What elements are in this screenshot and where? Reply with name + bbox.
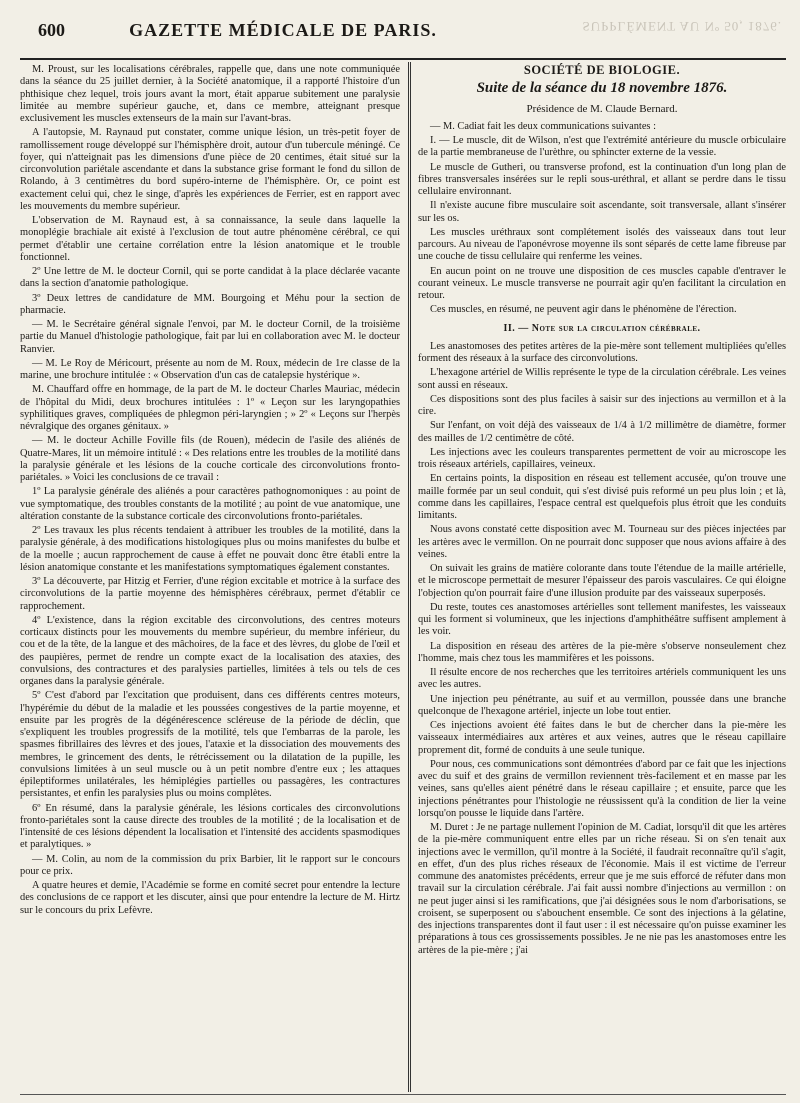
paragraph: Les muscles uréthraux sont complétement isolés des vaisseaux dans tout leur parcours. Au niveau de l'aponévrose moyenne ils sont séparés de cette lame fibreuse par une couche de tissu cellulaire qui renferme les veines. <box>418 226 786 263</box>
page-header <box>20 18 786 48</box>
bleed-through-text: SUPPLÉMENT AU Nº 50, 1876. <box>582 19 782 34</box>
paragraph: Ces muscles, en résumé, ne peuvent agir dans le phénomène de l'érection. <box>430 304 737 316</box>
paragraph: A l'autopsie, M. Raynaud put constater, comme unique lésion, un très-petit foyer de ramollissement rouge développé sur l'hémisphère droit, autour d'un tubercule méningé. Ce foyer, qui n'atteignait pas les dimensions d'une pièce de 20 centimes, était situé sur la circonvolution pariétale ascendante et dans la substance grise formant le fond du sillon de Rolando, à 3 centimètres du bord supéro-interne de l'hémisphère. Or, ce point est exactement celui qui, chez le singe, d'après les expériences de Ferrier, est en rapport avec les mouvements du membre supérieur. <box>20 127 400 212</box>
paragraph: En certains points, la disposition en réseau est tellement accusée, qu'on trouve une maille formée par un seul conduit, qui s'est divisé puis reformé un peu plus loin ; et là, comme dans les capillaires, l'espace central est quelquefois plus étroit que les conduits limitants. <box>418 473 786 521</box>
paragraph: 3º La découverte, par Hitzig et Ferrier, d'une région excitable et motrice à la surface des circonvolutions de la partie moyenne des hémisphères cérébraux, permet d'établir ce rapprochement. <box>20 576 400 612</box>
page-number: 600 <box>38 20 65 40</box>
society-heading: SOCIÉTÉ DE BIOLOGIE. <box>523 63 681 77</box>
journal-title: GAZETTE MÉDICALE DE PARIS. <box>129 20 437 40</box>
paragraph: 4º L'existence, dans la région excitable des circonvolutions, des centres moteurs corticaux distincts pour les mouvements du membre supérieur, du membre inférieur, du cou et de la tête, de la langue et des mâchoires, de la face et des lèvres, du globe de l'œil et des paupières, permet de rendre un compte exact de la localisation des ataxies, des convulsions, des contractures et des paralysies partielles, limitées à tels ou tels de ces organes dans la paralysie générale. <box>20 614 400 687</box>
paragraph: Ces injections avoient été faites dans le but de chercher dans la pie-mère les vaisseaux intermédiaires aux artères et aux veines, autres que le réseau capillaire proprement dit, formé de conduits à une seule tunique. <box>418 720 786 756</box>
footer-rule <box>20 1094 786 1095</box>
paragraph: — M. Colin, au nom de la commission du prix Barbier, lit le rapport sur le concours pour ce prix. <box>20 853 400 877</box>
paragraph: 5º C'est d'abord par l'excitation que produisent, dans ces différents centres moteurs, l'hypérémie du début de la maladie et les poussées congestives de la partie moyenne, et ensuite par les progrès de la dégénérescence scléreuse de la période de déclin, que s'expliquent les troubles progressifs de la motilité, tels que l'embarras de la parole, les spasmes fibrillaires des lèvres et des joues, l'ataxie et la dissociation des mouvements des membres, le grincement des dents, le rétrécissement ou la dilatation de la pupille, les convulsions limitées à un seul muscle ou à un petit nombre d'entre eux ; les attaques épileptiformes unilatérales, les hémiplégies partielles ou passagères, les contractures persistantes, et enfin les paralysies plus ou moins complètes. <box>20 690 400 800</box>
paragraph: En aucun point on ne trouve une disposition de ces muscles capable d'entraver le courant veineux. Le muscle transverse ne pourrait agir qu'en facilitant la circulation en retour. <box>418 265 786 301</box>
paragraph: Sur l'enfant, on voit déjà des vaisseaux de 1/4 à 1/2 millimètre de diamètre, former des mailles de 1/2 centimètre de côté. <box>418 420 786 444</box>
paragraph: — M. le docteur Achille Foville fils (de Rouen), médecin de l'asile des aliénés de Quatre-Mares, lit un mémoire intitulé : « Des relations entre les troubles de la motilité dans la paralysie générale et les lésions de la couche corticale des circonvolutions fronto-pariétales. » Voici les conclusions de ce travail : <box>20 435 400 483</box>
paragraph: L'hexagone artériel de Willis représente le type de la circulation cérébrale. Les veines sont aussi en réseaux. <box>418 367 786 391</box>
column-divider <box>408 62 411 1092</box>
presidency-line: Présidence de M. Claude Bernard. <box>526 102 678 115</box>
paragraph: Les anastomoses des petites artères de la pie-mère sont tellement multipliées qu'elles forment des réseaux à la surface des circonvolutions. <box>418 340 786 364</box>
paragraph: Le muscle de Gutheri, ou transverse profond, est la continuation d'un long plan de fibres transversales insérées sur le repli sous-uréthral, et allant se perdre dans le tissu cellulaire environnant. <box>418 161 786 197</box>
right-column <box>418 64 786 959</box>
paragraph: — M. Cadiat fait les deux communications suivantes : <box>430 120 656 132</box>
paragraph: — M. Le Roy de Méricourt, présente au nom de M. Roux, médecin de 1re classe de la marine, une brochure intitulée : « Observation d'un cas de catalepsie hystérique ». <box>20 357 400 381</box>
paragraph: L'observation de M. Raynaud est, à sa connaissance, la seule dans laquelle la monoplégie brachiale ait existé à l'exclusion de tout autre phénomène cérébral, ce qui permet d'établir une certaine corrélation entre la lésion anatomique et le trouble fonctionnel. <box>20 215 400 263</box>
paragraph: I. — Le muscle, dit de Wilson, n'est que l'extrémité antérieure du muscle orbiculaire de la partie membraneuse de l'urèthre, ou sphincter externe de la vessie. <box>418 135 786 159</box>
right-paragraphs-b <box>418 341 786 957</box>
paragraph: M. Chauffard offre en hommage, de la part de M. le docteur Charles Mauriac, médecin de l'hôpital du Midi, deux brochures intitulées : 1º « Leçon sur les laryngopathies syphilitiques graves, compliquées de phlegmon péri-laryngien ; » 2º « Leçons sur l'herpès névralgique des organes génitaux. » <box>20 384 400 432</box>
paragraph: Il n'existe aucune fibre musculaire soit ascendante, soit transversale, allant s'insérer sur les os. <box>418 200 786 224</box>
paragraph: 2º Les travaux les plus récents tendaient à attribuer les troubles de la motilité, dans la paralysie générale, à des modifications histologiques plus ou moins manifestes du bulbe et de la moelle ; aucun rapprochement de cause à effet ne pouvait donc être établi entre la lésion anatomique constante et les manifestations symptomatiques également constantes. <box>20 525 400 573</box>
paragraph: Les injections avec les couleurs transparentes permettent de voir au microscope les trois réseaux artériels, capillaires, veineux. <box>418 446 786 470</box>
paragraph: — M. le Secrétaire général signale l'envoi, par M. le docteur Cornil, de la troisième partie du Manuel d'histologie pathologique, fait par lui en collaboration avec M. le docteur Ranvier. <box>20 319 400 355</box>
paragraph: Du reste, toutes ces anastomoses artérielles sont tellement manifestes, les vaisseaux qui les forment si volumineux, que les injections d'amphithéâtre suffisent amplement à les voir. <box>418 601 786 638</box>
paragraph: A quatre heures et demie, l'Académie se forme en comité secret pour entendre la lecture des conclusions de ce rapport et les discuter, ainsi que pour entendre la lecture de M. Hirtz sur le concours du prix Lefèvre. <box>20 880 400 916</box>
paragraph: 1º La paralysie générale des aliénés a pour caractères pathognomoniques : au point de vue symptomatique, des troubles constants de la motilité ; au point de vue anatomique, une altération constante de la substance corticale des circonvolutions fronto-pariétales. <box>20 486 400 522</box>
paragraph: Ces dispositions sont des plus faciles à saisir sur des injections au vermillon et à la cire. <box>418 393 786 417</box>
paragraph: 2º Une lettre de M. le docteur Cornil, qui se porte candidat à la place déclarée vacante dans la section d'anatomie pathologique. <box>20 266 400 290</box>
paragraph: Une injection peu pénétrante, au suif et au vermillon, poussée dans une branche quelconque de l'hexagone artériel, injecte un lobe tout entier. <box>418 693 786 717</box>
paragraph: Pour nous, ces communications sont démontrées d'abord par ce fait que les injections avec du suif et des grains de vermillon reviennent très-facilement et en masse par les veines, sans qu'elles aient pénétré dans le réseau capillaire ; et ensuite, parce que les injections pénétrantes pour l'histologie ne réussissent qu'à la condition de lier la veine lorsqu'on pousse le liquide dans l'artère. <box>418 758 786 819</box>
paragraph: La disposition en réseau des artères de la pie-mère s'observe nonseulement chez l'homme, mais chez tous les mammifères et les poissons. <box>418 640 786 664</box>
paragraph: On suivait les grains de matière colorante dans toute l'étendue de la maille artérielle, et le microscope permettait de mesurer l'épaisseur des parois vasculaires. Ce qui éloigne l'objection qu'on pourrait faire d'une illusion produite par des vaisseaux superposés. <box>418 563 786 599</box>
header-rule <box>20 58 786 60</box>
left-column <box>20 64 400 919</box>
paragraph: 3º Deux lettres de candidature de MM. Bourgoing et Méhu pour la section de pharmacie. <box>20 292 400 316</box>
paragraph: Nous avons constaté cette disposition avec M. Tourneau sur des pièces injectées par les artères avec le vermillon. On ne pourrait donc supposer que nous avions affaire à des veines. <box>418 524 786 560</box>
paragraph: M. Duret : Je ne partage nullement l'opinion de M. Cadiat, lorsqu'il dit que les artères de la pie-mère communiquent entre elles par un riche réseau. Si on s'en tenait aux injections avec le vermillon, qu'il montre à la Société, il faudrait reconnaître qu'il s'agit, en effet, d'un des plus riches réseaux de l'économie. Mais il est victime de l'erreur commune des anatomistes précédents, erreur que je me suis efforcé de réfuter dans mon travail sur la circulation cérébrale. J'ai fait aussi nombre d'injections au vermillon : on ne peut juger ainsi si les ramifications, que j'ai désignées sous le nom d'arborisations, se croisent, se superposent ou s'abouchent ensemble. Ce sont des injections à la gélatine, des injections transparentes dont il faut user : il est nécessaire qu'on puisse examiner les préparations à tous ces grossissements possibles. Je ne nie pas les anastomoses entre les artères de la pie-mère ; j'ai <box>418 822 786 956</box>
right-paragraphs-a <box>418 121 786 317</box>
paragraph: Il résulte encore de nos recherches que les territoires artériels communiquent les uns avec les autres. <box>418 667 786 691</box>
section-subheading: II. — Note sur la circulation cérébrale. <box>503 322 701 334</box>
paragraph: M. Proust, sur les localisations cérébrales, rappelle que, dans une note communiquée dans la séance du 25 juillet dernier, à la Société anatomique, il a rapporté l'histoire d'un phthisique chez lequel, trois jours avant la mort, était apparue subitement une paralysie limitée au membre supérieur gauche, et, dans ce membre, atteignant presque exclusivement les muscles extenseurs de la main sur l'avant-bras. <box>20 64 400 124</box>
session-heading: Suite de la séance du 18 novembre 1876. <box>476 80 728 97</box>
paragraph: 6º En résumé, dans la paralysie générale, les lésions corticales des circonvolutions fronto-pariétales sont la cause directe des troubles de la motilité ; de la localisation et de l'intensité de ces lésions dépendent la localisation et l'intensité des accidents spasmodiques et paralytiques. » <box>20 802 400 851</box>
